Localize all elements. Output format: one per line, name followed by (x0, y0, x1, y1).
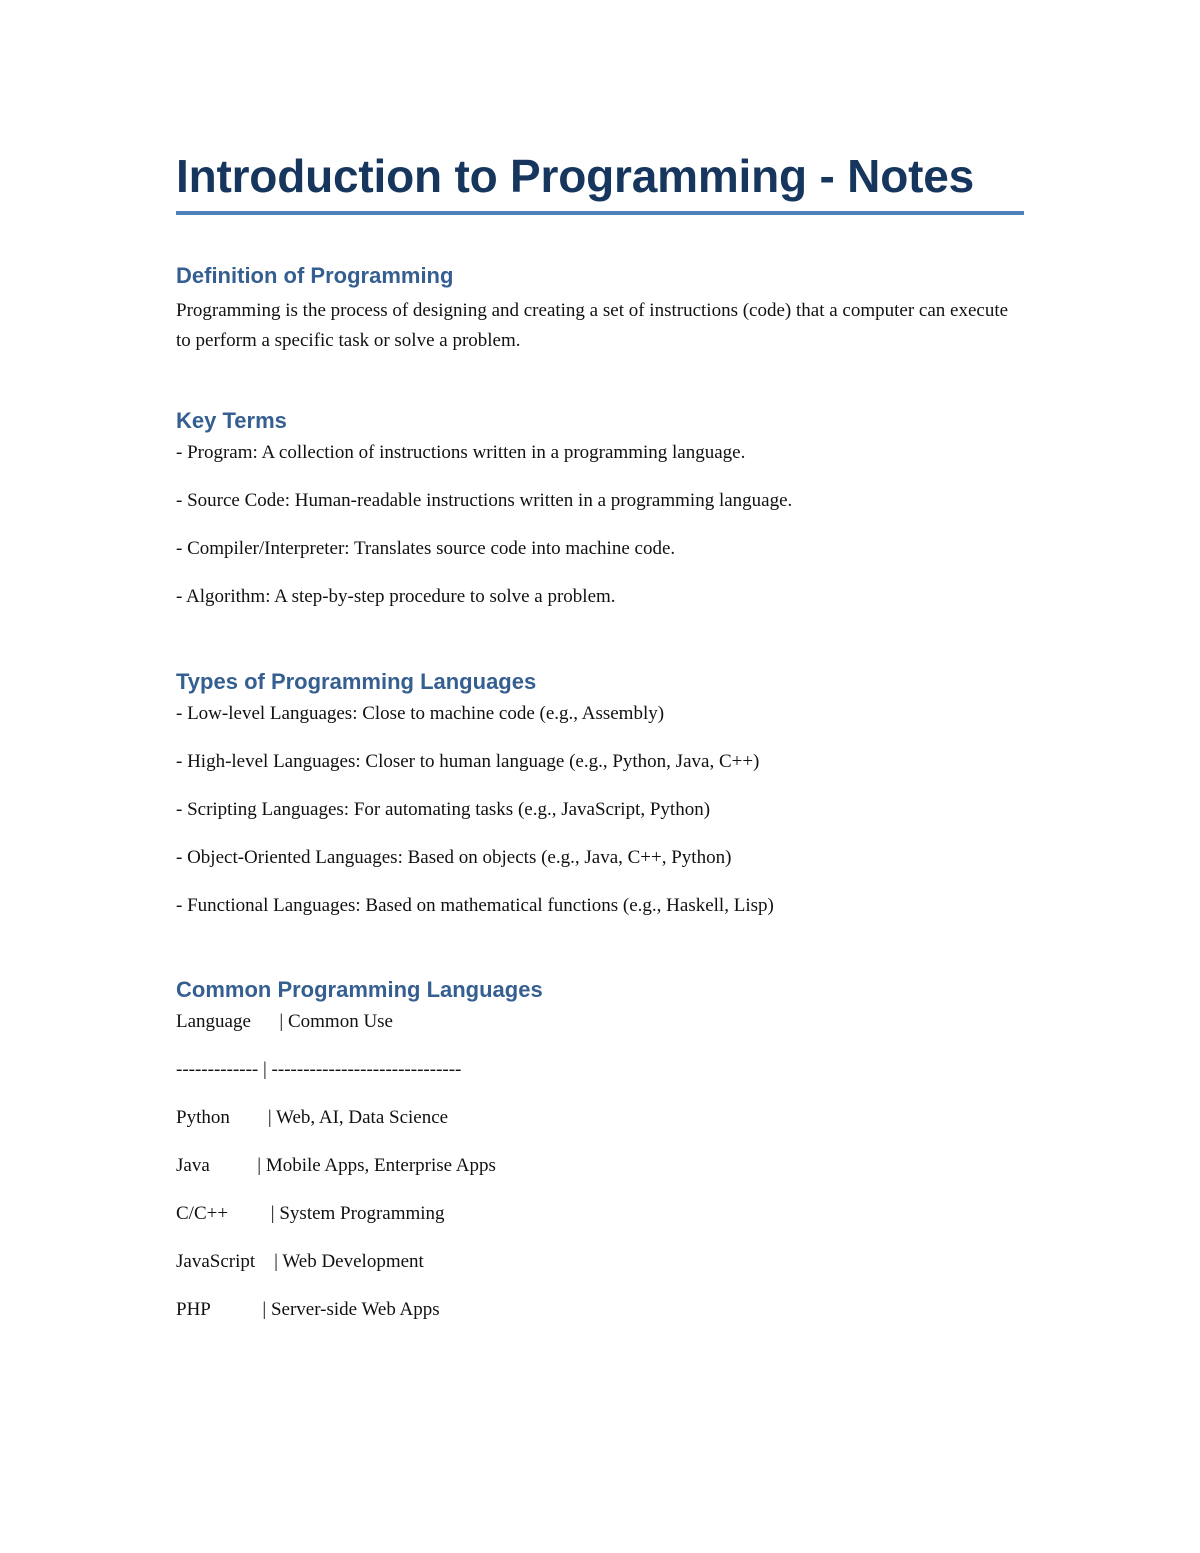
table-row: Java | Mobile Apps, Enterprise Apps (176, 1155, 496, 1176)
key-term-item: - Algorithm: A step-by-step procedure to solve a problem. (176, 586, 616, 607)
definition-text: Programming is the process of designing and creating a set of instructions (code) that a computer can execute to perform a specific task or solve a problem. (176, 300, 1009, 351)
table-header-row: Language | Common Use (176, 1011, 393, 1032)
document-page (176, 150, 1026, 1320)
key-term-item: - Compiler/Interpreter: Translates source code into machine code. (176, 538, 676, 559)
section-definition (176, 263, 1026, 356)
key-term-item: - Program: A collection of instructions written in a programming language. (176, 442, 746, 463)
section-key-terms (176, 408, 1026, 633)
section-types (176, 669, 1026, 942)
language-type-item: - High-level Languages: Closer to human language (e.g., Python, Java, C++) (176, 751, 760, 772)
document-title: Introduction to Programming - Notes (176, 150, 974, 202)
section-common-languages (176, 977, 1026, 1346)
language-type-item: - Functional Languages: Based on mathematical functions (e.g., Haskell, Lisp) (176, 895, 774, 916)
heading-definition: Definition of Programming (176, 263, 454, 288)
key-term-item: - Source Code: Human-readable instructions written in a programming language. (176, 490, 793, 511)
table-separator-row: ------------- | ------------------------------ (176, 1059, 462, 1080)
language-type-item: - Low-level Languages: Close to machine code (e.g., Assembly) (176, 703, 665, 724)
table-row: C/C++ | System Programming (176, 1203, 445, 1224)
heading-common-languages: Common Programming Languages (176, 977, 543, 1002)
table-row: Python | Web, AI, Data Science (176, 1107, 449, 1128)
language-type-item: - Scripting Languages: For automating tasks (e.g., JavaScript, Python) (176, 799, 711, 820)
title-underline (176, 211, 1024, 215)
language-type-item: - Object-Oriented Languages: Based on objects (e.g., Java, C++, Python) (176, 847, 732, 868)
table-row: PHP | Server-side Web Apps (176, 1299, 440, 1320)
heading-key-terms: Key Terms (176, 408, 287, 433)
table-row: JavaScript | Web Development (176, 1251, 424, 1272)
heading-types: Types of Programming Languages (176, 669, 537, 694)
